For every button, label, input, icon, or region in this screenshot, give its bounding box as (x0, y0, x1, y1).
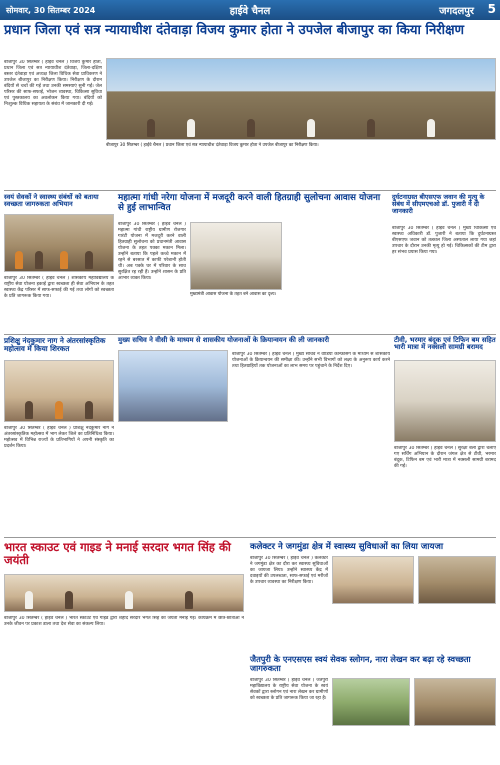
photo-house (190, 222, 282, 290)
newspaper-name: हाईवे चैनल (229, 6, 271, 17)
photo-seized-items (394, 360, 496, 442)
person-figure (307, 119, 315, 137)
person-figure (55, 401, 63, 419)
divider (4, 334, 496, 335)
article-collector-health: बीजापुर 30 सितम्बर ( हाईवे चैनल ) कलेक्टर ने जगमुंडा क्षेत्र का दौरा कर स्वास्थ्य सुविधाओं का जायजा लिया। उन्होंने स्वास्थ्य केंद्र में दवाइयों की उपलब्धता, साफ-सफाई एवं मरीजों के उपचार व्यवस्था का निरीक्षण किया। (250, 556, 328, 585)
headline-jaitpuri-nss: जैतपुरी के एनएसएस स्वयं सेवक स्लोगन, नारा लेखन कर बढ़ा रहे स्वच्छता जागरुकता (250, 654, 471, 674)
divider (4, 190, 496, 191)
person-figure (185, 591, 193, 609)
person-figure (15, 251, 23, 269)
caption-jail-visit: बीजापुर 30 सितम्बर ( हाईवे चैनल ) प्रधान जिला एवं सत्र न्यायाधीश दंतेवाड़ा विजय कुमार होता ने उपजेल बीजापुर का निरीक्षण किया। (106, 143, 319, 148)
photo-nss-group (414, 678, 496, 726)
person-figure (85, 251, 93, 269)
article-naxal-seizure: बीजापुर 30 सितम्बर ( हाईवे चैनल ) सुरक्षा बलों द्वारा चलाए गए सर्चिंग अभियान के दौरान जंगल क्षेत्र से टीवी, भरमार बंदूक, टिफिन बम एवं भारी मात्रा में नक्सली सामग्री बरामद की गई। (394, 446, 496, 469)
article-jaitpuri-nss: बीजापुर 30 सितम्बर ( हाईवे चैनल ) जैतपुरी महाविद्यालय के राष्ट्रीय सेवा योजना के स्वयं सेवकों द्वारा स्लोगन एवं नारा लेखन कर ग्रामीणों को स्वच्छता के प्रति जागरूक किया जा रहा है। (250, 678, 328, 701)
article-trainee-festival: बीजापुर 30 सितम्बर ( हाईवे चैनल ) प्रशिक्षु नंदकुमार नाग ने अंतरसांस्कृतिक महोत्सव में भाग लेकर जिले का प्रतिनिधित्व किया। महोत्सव में विभिन्न राज्यों के प्रतिभागियों ने अपनी संस्कृति का प्रदर्शन किया। (4, 426, 114, 449)
headline-mgnrega-housing: महात्मा गांधी नरेगा योजना में मजदूरी करने वाली हितग्राही सुलोचना आवास योजना से हुई लाभान्वित (118, 193, 381, 213)
article-jail-inspection: बीजापुर 30 सितम्बर ( हाईवे चैनल ) विजय कुमार होता, प्रधान जिला एवं सत्र न्यायाधीश दंतेवाड़ा, जिला-दक्षिण बस्तर दंतेवाड़ा एवं अध्यक्ष जिला विधिक सेवा प्राधिकरण ने उपजेल बीजापुर का निरीक्षण किया। निरीक्षण के दौरान बंदियों से चर्चा की गई तथा उनकी समस्याएं सुनी गईं। जेल परिसर की साफ-सफाई, भोजन व्यवस्था, चिकित्सा सुविधा एवं पुस्तकालय का अवलोकन किया गया। बंदियों को निःशुल्क विधिक सहायता के संबंध में जानकारी दी गई। (4, 60, 102, 107)
person-figure (25, 591, 33, 609)
person-figure (35, 251, 43, 269)
person-figure (85, 401, 93, 419)
article-bsf-death: बीजापुर 30 सितम्बर ( हाईवे चैनल ) मुख्य चिकित्सा एवं स्वास्थ्य अधिकारी डॉ. पुजारी ने बताया कि दुर्घटनाग्रस्त बीएसएफ जवान को तत्काल जिला अस्पताल लाया गया जहां उपचार के दौरान उनकी मृत्यु हो गई। चिकित्सकों की टीम द्वारा हर संभव प्रयास किया गया। (392, 226, 496, 255)
person-figure (147, 119, 155, 137)
photo-scouts-event (4, 574, 244, 612)
photo-health-centre (332, 556, 414, 604)
masthead (0, 0, 500, 20)
headline-jail-inspection: प्रधान जिला एवं सत्र न्यायाधीश दंतेवाड़ा विजय कुमार होता ने उपजेल बीजापुर का किया निरीक्षण (4, 23, 465, 38)
person-figure (25, 401, 33, 419)
photo-collector-visit (418, 556, 496, 604)
headline-naxal-seizure: टीवी, भरमार बंदूक एवं टिफिन बम सहित भारी मात्रा में नक्सली सामग्री बरामद (394, 336, 496, 352)
article-jaitpuri-cont (332, 728, 496, 762)
photo-nss-volunteers (4, 214, 114, 272)
article-chief-secretary-vc: बीजापुर 30 सितम्बर ( हाईवे चैनल ) मुख्य सचिव ने वीडियो कॉन्फ्रेंसिंग के माध्यम से शासकीय योजनाओं के क्रियान्वयन की समीक्षा की। उन्होंने सभी विभागों को लक्ष्य के अनुरूप कार्य करने तथा हितग्राहियों तक योजनाओं का लाभ समय पर पहुंचाने के निर्देश दिए। (232, 352, 390, 369)
person-figure (125, 591, 133, 609)
photo-festival (4, 360, 114, 422)
article-mgnrega-housing: बीजापुर 30 सितम्बर ( हाईवे चैनल ) महात्मा गांधी राष्ट्रीय ग्रामीण रोजगार गारंटी योजना में मजदूरी करने वाली हितग्राही सुलोचना को प्रधानमंत्री आवास योजना के तहत पक्का मकान मिला। उन्होंने बताया कि पहले कच्चे मकान में रहने से बरसात में काफी परेशानी होती थी। अब पक्के घर में परिवार के साथ सुरक्षित रह रही हैं। उन्होंने शासन के प्रति आभार व्यक्त किया। (118, 222, 186, 281)
headline-bsf-death: दुर्घटनाग्रस्त बीएसएफ जवान की मृत्यु के संबंध में सीएमएचओ डॉ. पुजारी ने दी जानकारी (392, 193, 485, 216)
person-figure (247, 119, 255, 137)
edition-city: जगदलपुर (439, 6, 474, 17)
divider (4, 537, 496, 538)
person-figure (65, 591, 73, 609)
article-scouts-bhagat-singh: बीजापुर 30 सितम्बर ( हाईवे चैनल ) भारत स्काउट एवं गाइड द्वारा शहीद सरदार भगत सिंह की जयंती मनाई गई। कार्यक्रम में छात्र-छात्राओं ने उनके जीवन पर प्रकाश डाला तथा देश सेवा का संकल्प लिया। (4, 616, 244, 627)
article-chief-secretary-cont (118, 426, 228, 534)
headline-collector-health: कलेक्टर ने जगमुंडा क्षेत्र में स्वास्थ्य सुविधाओं का लिया जायजा (250, 542, 444, 552)
headline-trainee-festival: प्रशिक्षु नंदकुमार नाग ने अंतरसांस्कृतिक महोत्सव में किया शिरकत (4, 336, 106, 353)
article-nss-health: बीजापुर 30 सितम्बर ( हाईवे चैनल ) शासकीय महाविद्यालय के राष्ट्रीय सेवा योजना इकाई द्वारा स्वच्छता ही सेवा अभियान के तहत स्वास्थ्य केंद्र परिसर में साफ-सफाई की गई तथा लोगों को स्वच्छता के प्रति जागरूक किया गया। (4, 276, 114, 299)
person-figure (367, 119, 375, 137)
photo-slogan-writing (332, 678, 410, 726)
article-collector-cont (332, 606, 496, 652)
person-figure (187, 119, 195, 137)
issue-date: सोमवार, 30 सितम्बर 2024 (6, 5, 96, 15)
article-mgnrega-cont (286, 222, 388, 330)
photo-video-conference (118, 350, 228, 422)
headline-chief-secretary-vc: मुख्य सचिव ने वीसी के माध्यम से शासकीय योजनाओं के क्रियान्वयन की ली जानकारी (118, 336, 330, 344)
person-figure (60, 251, 68, 269)
photo-jail-visit (106, 58, 496, 140)
headline-scouts-bhagat-singh: भारत स्काउट एवं गाइड ने मनाई सरदार भगत सिंह की जयंती (4, 540, 231, 567)
page-number: 5 (487, 2, 496, 16)
caption-house: मुख्यमंत्री आवास योजना के तहत बने आवास का दृश्य। (190, 292, 277, 297)
headline-nss-health: स्वयं सेवकों ने स्वास्थ्य संबंधों को बताया स्वच्छता जागरुकता अभियान (4, 193, 99, 209)
person-figure (427, 119, 435, 137)
